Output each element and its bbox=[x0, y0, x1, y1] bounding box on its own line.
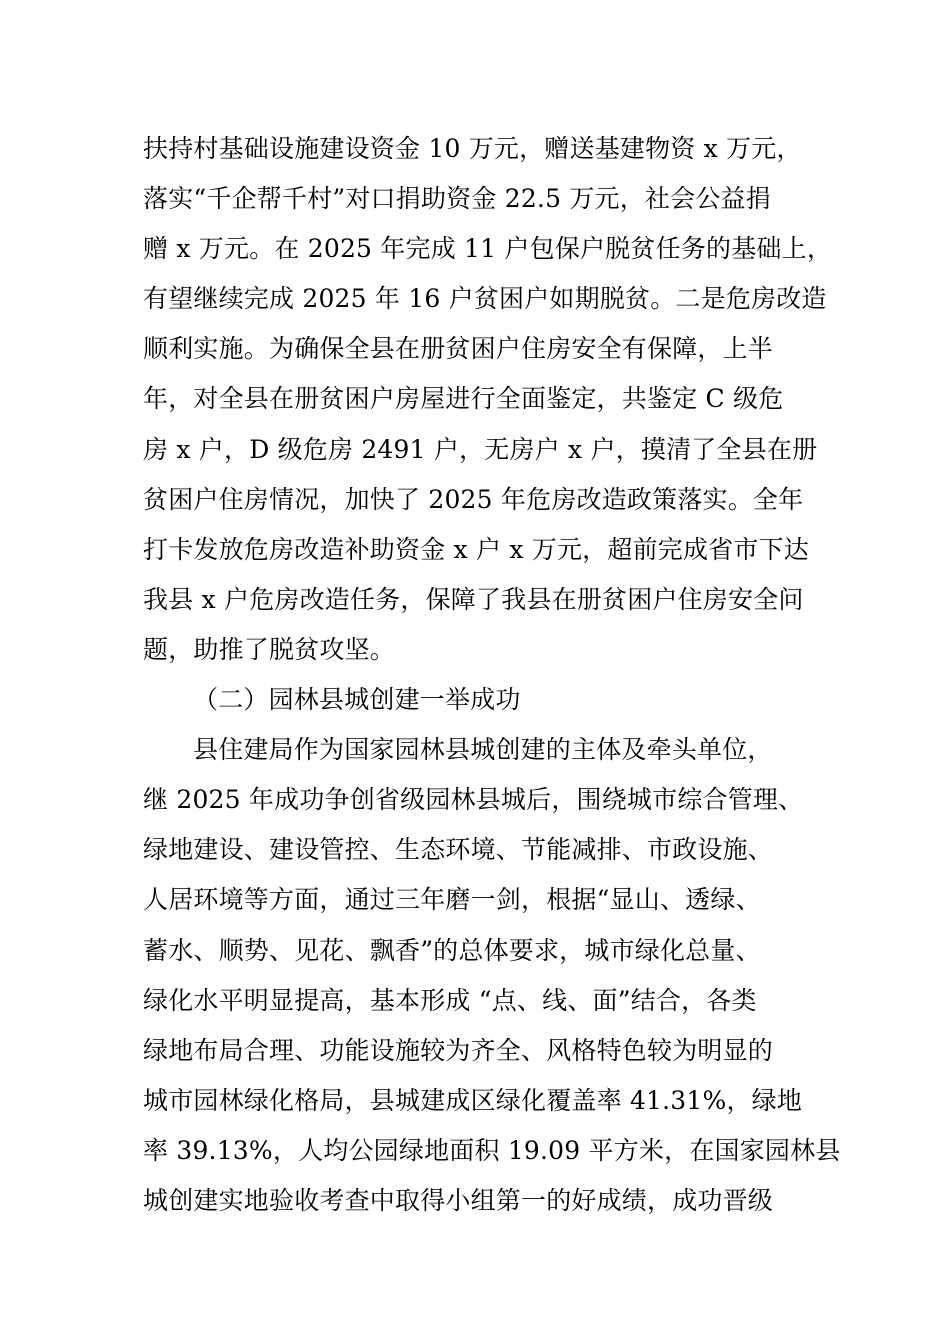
paragraph-line: 县住建局作为国家园林县城创建的主体及牵头单位， bbox=[193, 735, 773, 765]
paragraph-line: 率 39.13%，人均公园绿地面积 19.09 平方米，在国家园林县 bbox=[143, 1135, 841, 1165]
document-body bbox=[143, 124, 841, 1226]
text-line: 我县 x 户危房改造任务，保障了我县在册贫困户住房安全问 bbox=[143, 584, 804, 614]
paragraph-line: 城市园林绿化格局，县城建成区绿化覆盖率 41.31%，绿地 bbox=[143, 1085, 803, 1115]
section-heading: （二）园林县城创建一举成功 bbox=[193, 685, 521, 715]
paragraph-line: 继 2025 年成功争创省级园林县城后，围绕城市综合管理、 bbox=[143, 785, 804, 815]
paragraph-line: 城创建实地验收考查中取得小组第一的好成绩，成功晋级 bbox=[143, 1185, 774, 1215]
paragraph-line: 蓄水、顺势、见花、飘香”的总体要求，城市绿化总量、 bbox=[143, 935, 761, 965]
text-line: 房 x 户，D 级危房 2491 户，无房户 x 户，摸清了全县在册 bbox=[143, 434, 818, 464]
text-line: 顺利实施。为确保全县在册贫困户住房安全有保障，上半 bbox=[143, 334, 774, 364]
paragraph-line: 绿化水平明显提高，基本形成 “点、线、面”结合，各类 bbox=[143, 985, 757, 1015]
text-line: 落实“千企帮千村”对口捐助资金 22.5 万元，社会公益捐 bbox=[143, 184, 771, 214]
text-line: 题，助推了脱贫攻坚。 bbox=[143, 634, 396, 664]
text-line: 贫困户住房情况，加快了 2025 年危房改造政策落实。全年 bbox=[143, 484, 804, 514]
text-line: 打卡发放危房改造补助资金 x 户 x 万元，超前完成省市下达 bbox=[143, 534, 809, 564]
paragraph-line: 人居环境等方面，通过三年磨一剑，根据“显山、透绿、 bbox=[143, 885, 761, 915]
text-line: 有望继续完成 2025 年 16 户贫困户如期脱贫。二是危房改造 bbox=[143, 284, 827, 314]
text-line: 年，对全县在册贫困户房屋进行全面鉴定，共鉴定 C 级危 bbox=[143, 384, 784, 414]
paragraph-line: 绿地布局合理、功能设施较为齐全、风格特色较为明显的 bbox=[143, 1035, 774, 1065]
paragraph-line: 绿地建设、建设管控、生态环境、节能减排、市政设施、 bbox=[143, 835, 774, 865]
text-line: 扶持村基础设施建设资金 10 万元，赠送基建物资 x 万元， bbox=[143, 134, 802, 163]
text-line: 赠 x 万元。在 2025 年完成 11 户包保户脱贫任务的基础上， bbox=[143, 234, 833, 264]
